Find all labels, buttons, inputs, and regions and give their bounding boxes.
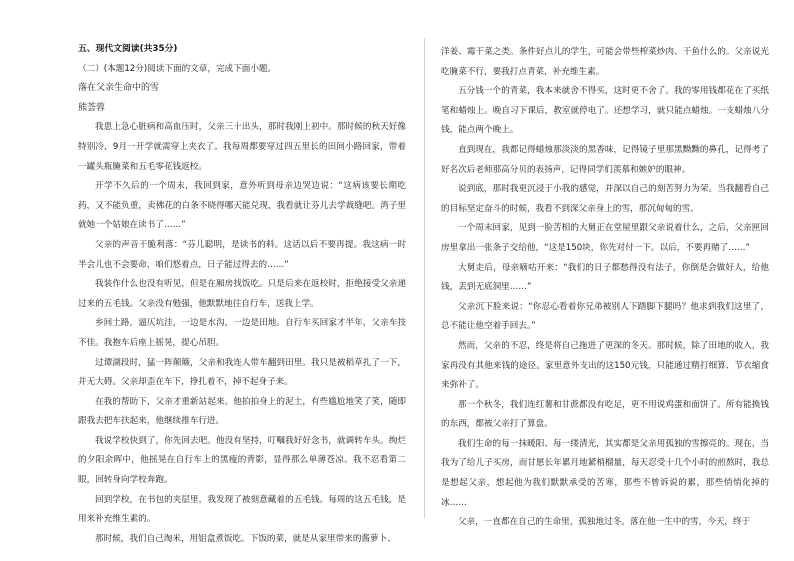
paragraph: 父亲沉下脸来说：“你忍心看着你兄弟被别人下踏脚下腿吗？他求到我们这里了，总不能让他空着手回去。” bbox=[441, 301, 769, 332]
paragraph: 一个周末回家，见到一脸苦相的大舅正在堂屋里跟父亲说着什么，之后，父亲匣回房里拿出一张条子交给他，“这是150块，你先对付一下。以后，不要再赌了……” bbox=[441, 223, 769, 253]
paragraph: 在我的帮助下，父亲才重新站起来。他拍拍身上的泥土，有些尴尬地笑了笑，随即跟我去把车扶起来，他继续推车行进。 bbox=[78, 396, 406, 427]
right-column bbox=[441, 43, 769, 533]
paragraph: 开学不久后的一个周末，我回到家，意外听到母亲边哭边说：“这病该要长期吃药，又不能负重，卖佛花的白条不晓得哪天能兑现，我看就让芬儿去学裁缝吧。湾子里就她一个姑娘在读书了……” bbox=[78, 181, 406, 231]
paragraph: 直到现在，我都记得蜡烛那淡淡的黑香味，记得镜子里那黑黝黝的鼻孔，记得考了好名次后老师那高分贝的表扬声，记得同学们羡慕和嫉妒的眼神。 bbox=[441, 144, 769, 175]
section-heading: 五、现代文阅读(共35分) bbox=[78, 44, 178, 54]
paragraph: 回到学校，在书包的夹层里，我发现了被刻意藏着的五毛钱。每周的这五毛钱，是用来补充维生素的。 bbox=[78, 494, 406, 525]
paragraph: 我说学校快到了，你先回去吧。他没有坚持，叮嘱我好好念书，就调转车头。绚烂的夕阳余晖中，他摇晃在自行车上的黑瘦的背影，显得那么单薄苍凉。我不忍看第二眼，回转身向学校奔跑。 bbox=[78, 435, 406, 486]
paragraph-continued: 洋姜、霉干菜之类。条件好点儿的学生，可能会带些榨菜炒肉、干鱼什么的。父亲说光吃腌菜不行，要我打点青菜，补充维生素。 bbox=[441, 47, 769, 77]
paragraph: 那一个秋冬，我们连红薯和甘蔗都没有吃足，更不用说鸡蛋和面饼了。所有能换钱的东西，都被父亲打了算盘。 bbox=[441, 399, 769, 430]
column-divider bbox=[424, 38, 425, 518]
left-column bbox=[78, 40, 406, 549]
paragraph: 过谭湖段时，猛一阵颠簸，父亲和我连人带车翻到田里。我只是被稻草扎了一下，并无大碍。父亲却歪在车下，挣扎着不，掉不起身子来。 bbox=[78, 357, 406, 388]
paragraph: 乡间土路，逼仄坑洼，一边是水沟，一边是田地。自行车买回家才半年，父亲车技不佳。我抱车后座上摇晃，提心吊胆。 bbox=[78, 318, 406, 348]
paragraph: 大舅走后，母亲嘀咕开来：“我们的日子都愁得没有法子，你倒是会做好人，给他钱，丢到无底洞里……” bbox=[441, 262, 769, 293]
instruction-line: （二）(本题12分)阅读下面的文章，完成下面小题。 bbox=[78, 63, 277, 74]
paragraph: 父亲，一直都在自己的生命里，孤独地过冬。落在他一生中的雪，今天，终于 bbox=[458, 517, 751, 528]
paragraph: 我患上急心脏病和高血压时，父亲三十出头，那时我刚上初中。那时候的秋天好像特别冷，9月一开学就需穿上夹衣了。我每周都要穿过四五里长的田间小路回家，带着一罐头瓶腌菜和五毛零花钱返校。 bbox=[78, 122, 406, 172]
paragraph: 那时候，我们自己淘米，用铝盒煮饭吃。下饭的菜，就是从家里带来的酱萝卜、 bbox=[95, 533, 396, 544]
article-title: 落在父亲生命中的雪 bbox=[78, 83, 160, 94]
paragraph: 父亲的声音干脆利落：“芬儿聪明，是读书的料。这话以后不要再提。我这病一时半会儿也不会要命，咱们悠着点，日子能过得去的……” bbox=[78, 239, 406, 270]
paragraph: 说到底，那时我更沉浸于小我的感觉，并深以自己的刻苦努力为荣。当我翻看自己的目标坚定奋斗的时候，我看不到深父亲身上的雪，那沉甸甸的雪。 bbox=[441, 184, 769, 214]
paragraph: 然而，父亲的不忍，终是将自己拖进了更深的冬天。那时候，除了田地的收入，我家再没有其他来钱的途径。家里意外支出的这150元钱，只能通过精打细算、节衣缩食来弥补了。 bbox=[441, 340, 769, 391]
paragraph: 五分钱一个的青菜，我本来就舍不得买，这时更不舍了。我的零用钱都花在了买纸笔和蜡烛上。晚自习下课后，教室就停电了。还想学习，就只能点蜡烛。一支蜡烛八分钱，能点两个晚上。 bbox=[441, 86, 769, 136]
paragraph: 我装作什么也没有听见，但是在厢房找饭吃。只是后来在返校时，拒绝接受父亲递过来的五毛钱。父亲没有勉强，他默默地往自行车，送我上学。 bbox=[78, 279, 406, 309]
article-author: 熊荟蓉 bbox=[78, 102, 106, 113]
paragraph: 我们生命的每一抹暖阳、每一缕清光，其实都是父亲用孤独的雪擦亮的。现在，当我为了给儿子买房，而甘愿长年累月地紧梢榴量，每天忍受十几个小时的煎熬时，我总是想起父亲，想起他为我们默默承受的苦寒，那些不曾诉说的累，那些悄悄化掉的冰…… bbox=[441, 438, 769, 508]
